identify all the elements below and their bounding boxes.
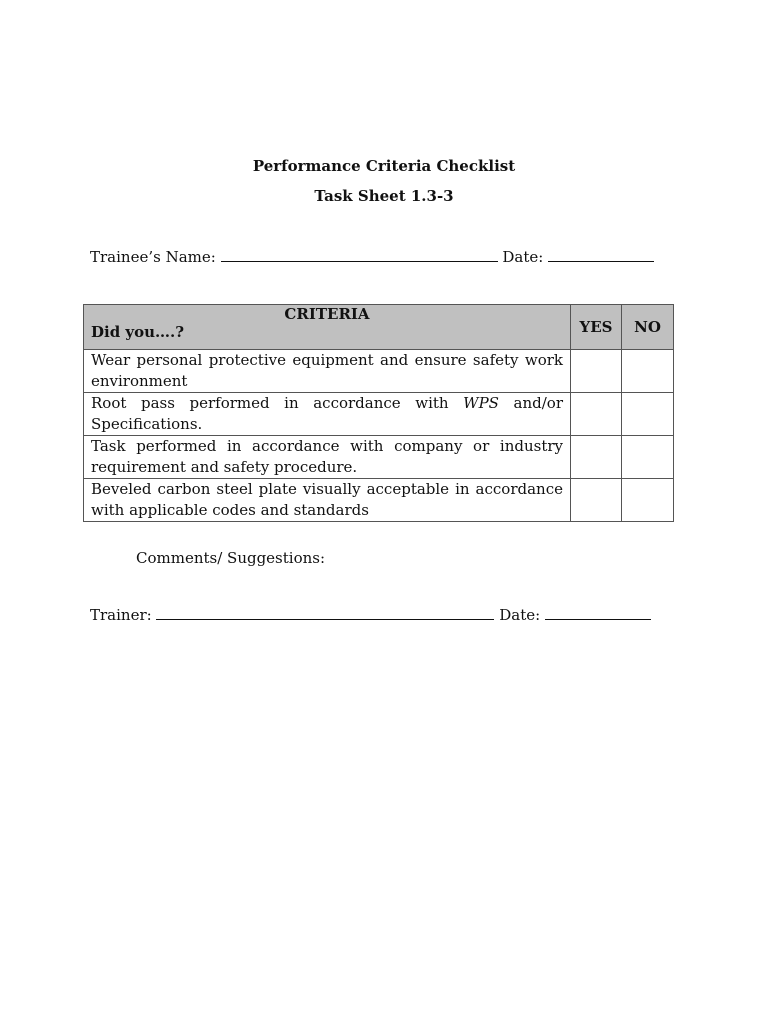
trainer-date-blank[interactable] (545, 607, 651, 620)
table-row (84, 350, 674, 393)
criterion-text (84, 393, 571, 436)
yes-checkbox-cell[interactable] (571, 479, 622, 522)
criterion-text: Beveled carbon steel plate visually acceptable in accordance with applicable codes and standards (84, 479, 571, 522)
trainer-line (90, 606, 651, 624)
trainer-date-label: Date: (499, 606, 541, 624)
table-header-row (84, 305, 674, 350)
table-row (84, 393, 674, 436)
no-checkbox-cell[interactable] (622, 436, 674, 479)
no-checkbox-cell[interactable] (622, 393, 674, 436)
trainer-label: Trainer: (90, 606, 152, 624)
trainee-line (90, 248, 654, 266)
document-subtitle: Task Sheet 1.3-3 (314, 187, 454, 205)
trainee-date-label: Date: (502, 248, 544, 266)
table-row (84, 436, 674, 479)
trainee-date-blank[interactable] (548, 249, 654, 262)
no-header: NO (622, 305, 674, 350)
criterion-text-emphasis: WPS (463, 394, 499, 412)
yes-checkbox-cell[interactable] (571, 436, 622, 479)
criteria-header-title: CRITERIA (284, 305, 370, 323)
criteria-header (84, 305, 571, 350)
criteria-table (83, 304, 674, 522)
trainer-name-blank[interactable] (156, 607, 494, 620)
yes-checkbox-cell[interactable] (571, 393, 622, 436)
yes-header: YES (571, 305, 622, 350)
document-title: Performance Criteria Checklist (252, 157, 516, 175)
comments-label: Comments/ Suggestions: (136, 549, 326, 567)
criterion-text: Wear personal protective equipment and ensure safety work environment (84, 350, 571, 393)
criterion-text-part: and/or Specifications. (91, 394, 563, 433)
yes-checkbox-cell[interactable] (571, 350, 622, 393)
no-checkbox-cell[interactable] (622, 479, 674, 522)
table-row (84, 479, 674, 522)
criterion-text-part: Root pass performed in accordance with (91, 394, 464, 412)
criteria-header-subtitle: Did you….? (91, 323, 185, 341)
criterion-text: Task performed in accordance with company or industry requirement and safety procedure. (84, 436, 571, 479)
trainee-name-blank[interactable] (221, 249, 498, 262)
no-checkbox-cell[interactable] (622, 350, 674, 393)
trainee-name-label: Trainee’s Name: (90, 248, 216, 266)
